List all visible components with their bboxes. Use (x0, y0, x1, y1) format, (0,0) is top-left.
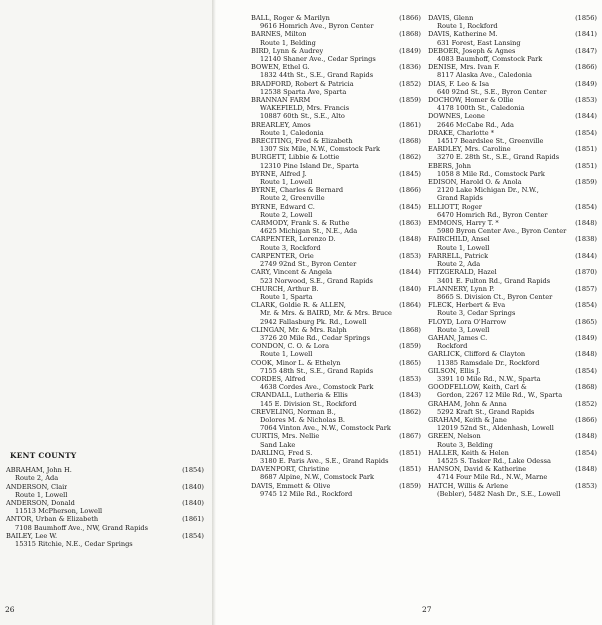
entry-name: DOWNES, Leone (428, 112, 485, 121)
left-column (6, 452, 204, 548)
entry-name: GRAHAM, John & Anna (428, 399, 507, 408)
directory-entry (251, 63, 421, 79)
directory-entry (6, 483, 204, 499)
entry-address: 6470 Homrich Rd., Byron Center (437, 210, 548, 219)
directory-entry (251, 14, 421, 30)
entry-name: FARRELL, Patrick (428, 251, 489, 260)
entry-year: (1865) (399, 358, 421, 367)
entry-name: CONDON, C. O. & Lora (251, 342, 330, 351)
entry-name: GAHAN, James C. (428, 333, 488, 342)
entry-year: (1844) (399, 268, 421, 277)
directory-entry (428, 400, 597, 416)
entry-address: Route 1, Lowell (15, 490, 68, 499)
entry-name: BRANNAN FARM (251, 96, 311, 105)
entry-address: Route 3, Cedar Springs (437, 309, 516, 318)
entry-address: Route 2, Lowell (260, 210, 313, 219)
entry-address: 5292 Kraft St., Grand Rapids (437, 407, 535, 416)
entry-address: (Bebler), 5482 Nash Dr., S.E., Lowell (437, 489, 561, 498)
entry-name: HANSON, David & Katherine (428, 465, 527, 474)
entry-address: Gordon, 2267 12 Mile Rd., W., Sparta (437, 391, 563, 400)
entry-year: (1862) (399, 407, 421, 416)
directory-entry (428, 268, 597, 284)
directory-entry (6, 499, 204, 515)
directory-entry (428, 219, 597, 235)
directory-entry (251, 186, 421, 202)
entry-year: (1853) (399, 374, 421, 383)
entry-address: Route 2, Greenville (260, 194, 325, 203)
entry-name: GILSON, Ellis J. (428, 366, 481, 375)
entry-year: (1852) (575, 399, 597, 408)
middle-column (251, 14, 421, 498)
book-fold (212, 0, 216, 625)
entry-year: (1859) (399, 96, 421, 105)
entry-year: (1864) (399, 301, 421, 310)
entry-name: DOCHOW, Homer & Ollie (428, 96, 514, 105)
entry-year: (1866) (575, 415, 597, 424)
entry-name: BALL, Roger & Marilyn (251, 14, 330, 22)
entry-address: 12310 Pine Island Dr., Sparta (260, 161, 359, 170)
entry-address: Dolores M. & Nicholas B. (260, 415, 346, 424)
entry-name: FLECK, Herbert & Eva (428, 301, 506, 310)
entry-name: BYRNE, Edward C. (251, 202, 315, 211)
directory-entry (428, 465, 597, 481)
entry-name: ANDERSON, Donald (6, 499, 75, 508)
entry-year: (1851) (399, 465, 421, 474)
entry-address: 14517 Beardslee St., Greenville (437, 137, 544, 146)
entry-address: 12140 Shaner Ave., Cedar Springs (260, 55, 376, 64)
entry-name: CRANDALL, Lutheria & Ellis (251, 391, 348, 400)
entry-year: (1848) (575, 465, 597, 474)
directory-entry (6, 515, 204, 531)
directory-entry (251, 153, 421, 169)
directory-entry (251, 301, 421, 326)
entry-year: (1868) (399, 137, 421, 146)
entry-name: BRECITING, Fred & Elizabeth (251, 137, 353, 146)
directory-entry (428, 383, 597, 399)
entry-name: BAILEY, Lee W. (6, 531, 58, 540)
entry-address: 5980 Byron Center Ave., Byron Center (437, 227, 567, 236)
entry-name: GREEN, Nelson (428, 432, 481, 441)
entry-name: BURGETT, Libbie & Lottie (251, 153, 340, 162)
entry-address: 15315 Ritchie, N.E., Cedar Springs (15, 540, 133, 549)
county-heading: KENT COUNTY (10, 451, 77, 460)
entry-year: (1840) (182, 499, 204, 508)
directory-entry (6, 466, 204, 482)
directory-entry (428, 145, 597, 161)
entry-address: 4638 Cordes Ave., Comstock Park (260, 383, 374, 392)
directory-entry (428, 449, 597, 465)
directory-entry (251, 482, 421, 498)
entry-address: 523 Norwood, S.E., Grand Rapids (260, 276, 373, 285)
entry-year: (1851) (575, 161, 597, 170)
entry-name: CLARK, Goldie R. & ALLEN, (251, 301, 346, 310)
entry-address: Route 3, Belding (437, 440, 493, 449)
entry-address: Route 2, Ada (437, 260, 481, 269)
entry-address: 3726 20 Mile Rd., Cedar Springs (260, 333, 371, 342)
entry-name: CLINGAN, Mr. & Mrs. Ralph (251, 325, 347, 334)
entry-year: (1851) (575, 145, 597, 154)
entry-name: FAIRCHILD, Ansel (428, 235, 490, 244)
entry-name: CARPENTER, Orie (251, 251, 314, 260)
directory-entry (428, 252, 597, 268)
entry-address: 8117 Alaska Ave., Caledonia (437, 71, 532, 80)
directory-entry (251, 219, 421, 235)
entry-address: 12019 52nd St., Aldenhash, Lowell (437, 424, 554, 433)
directory-entry (251, 252, 421, 268)
entry-address: 14525 S. Tasker Rd., Lake Odessa (437, 456, 551, 465)
entry-year: (1849) (575, 79, 597, 88)
directory-entry (428, 96, 597, 112)
entry-year: (1866) (399, 14, 421, 22)
directory-entry (251, 359, 421, 375)
entry-address: WAKEFIELD, Mrs. Francis (260, 104, 350, 113)
directory-entry (251, 137, 421, 153)
entry-address: Mr. & Mrs. & BAIRD, Mr. & Mrs. Bruce (260, 309, 392, 318)
entry-year: (1852) (399, 79, 421, 88)
directory-entry (428, 112, 597, 128)
entry-year: (1863) (399, 219, 421, 228)
entry-name: EDISON, Harold O. & Anola (428, 178, 522, 187)
entry-year: (1848) (575, 350, 597, 359)
entry-year: (1848) (399, 235, 421, 244)
entry-year: (1866) (575, 63, 597, 72)
directory-entry (251, 30, 421, 46)
directory-entry (251, 268, 421, 284)
entry-name: CURTIS, Mrs. Nellie (251, 432, 320, 441)
entry-year: (1845) (399, 169, 421, 178)
directory-entry (251, 170, 421, 186)
entry-name: BRADFORD, Robert & Patricia (251, 79, 354, 88)
directory-entry (428, 318, 597, 334)
entry-year: (1853) (575, 481, 597, 490)
entry-year: (1854) (575, 128, 597, 137)
entry-address: 2120 Lake Michigan Dr., N.W., (437, 186, 539, 195)
entry-year: (1870) (575, 268, 597, 277)
entry-year: (1861) (399, 120, 421, 129)
entry-name: DARLING, Fred S. (251, 448, 313, 457)
entry-address: Route 3, Rockford (260, 243, 321, 252)
entry-year: (1868) (575, 383, 597, 392)
entry-name: BREARLEY, Amos (251, 120, 311, 129)
directory-entry (428, 30, 597, 46)
entry-year: (1866) (399, 186, 421, 195)
entry-address: 11513 McPherson, Lowell (15, 507, 103, 516)
entry-address: Route 1, Caledonia (260, 128, 324, 137)
entry-year: (1844) (575, 251, 597, 260)
entry-address: 7064 Vinton Ave., N.W., Comstock Park (260, 424, 391, 433)
entry-year: (1843) (399, 391, 421, 400)
directory-entry (428, 178, 597, 203)
directory-entry (428, 416, 597, 432)
directory-entry (251, 449, 421, 465)
entry-year: (1841) (575, 30, 597, 39)
entry-name: DENISE, Mrs. Ivan F. (428, 63, 500, 72)
directory-entry (251, 80, 421, 96)
entry-year: (1851) (399, 448, 421, 457)
entry-address: 1058 8 Mile Rd., Comstock Park (437, 169, 545, 178)
entry-address: 3401 E. Fulton Rd., Grand Rapids (437, 276, 551, 285)
directory-entry (428, 203, 597, 219)
entry-name: BYRNE, Alfred J. (251, 169, 307, 178)
entry-name: EBERS, John (428, 161, 472, 170)
entry-address: 9745 12 Mile Rd., Rockford (260, 489, 353, 498)
entry-address: 12538 Sparta Ave, Sparta (260, 87, 347, 96)
entry-address: 4083 Baumhoff, Comstock Park (437, 55, 543, 64)
right-column (428, 14, 597, 498)
entry-address: 3391 10 Mile Rd., N.W., Sparta (437, 374, 541, 383)
entry-name: ABRAHAM, John H. (6, 466, 72, 475)
directory-entry (251, 47, 421, 63)
entry-name: BYRNE, Charles & Bernard (251, 186, 344, 195)
entry-address: 631 Forest, East Lansing (437, 38, 521, 47)
entry-year: (1853) (399, 251, 421, 260)
entry-address: Rockford (437, 342, 468, 351)
entry-name: EMMONS, Harry T. * (428, 219, 499, 228)
entry-name: HATCH, Willis & Arlene (428, 481, 509, 490)
entry-year: (1862) (399, 153, 421, 162)
entry-address: 11385 Ramsdale Dr., Rockford (437, 358, 540, 367)
entry-name: HALLER, Keith & Helen (428, 448, 509, 457)
directory-entry (251, 465, 421, 481)
entry-year: (1848) (575, 219, 597, 228)
entry-address: 7108 Baumhoff Ave., NW, Grand Rapids (15, 523, 149, 532)
directory-entry (251, 408, 421, 433)
directory-entry (428, 367, 597, 383)
entry-name: GRAHAM, Keith & Jane (428, 415, 507, 424)
directory-entry (428, 285, 597, 301)
entry-address: 2942 Fallasburg Pk. Rd., Lowell (260, 317, 367, 326)
entry-year: (1847) (575, 46, 597, 55)
entry-address: 3270 E. 28th St., S.E., Grand Rapids (437, 153, 560, 162)
directory-entry (428, 80, 597, 96)
entry-address: Route 1, Sparta (260, 292, 313, 301)
entry-name: BARNES, Milton (251, 30, 307, 39)
directory-entry (428, 162, 597, 178)
entry-address: Route 1, Lowell (260, 178, 313, 187)
entry-address: 3180 E. Paris Ave., S.E., Grand Rapids (260, 456, 389, 465)
directory-entry (251, 121, 421, 137)
entry-name: GARLICK, Clifford & Clayton (428, 350, 526, 359)
entry-address: Route 1, Belding (260, 38, 316, 47)
entry-year: (1848) (575, 432, 597, 441)
entry-year: (1836) (399, 63, 421, 72)
entry-year: (1844) (575, 112, 597, 121)
entry-address: 640 92nd St., S.E., Byron Center (437, 87, 547, 96)
directory-entry (428, 432, 597, 448)
entry-address: Route 3, Lowell (437, 325, 490, 334)
entry-address: Route 1, Rockford (437, 22, 498, 31)
directory-entry (428, 482, 597, 498)
entry-name: FLANNERY, Lynn P. (428, 284, 495, 293)
entry-name: DAVIS, Katherine M. (428, 30, 498, 39)
entry-address: Route 1, Lowell (260, 350, 313, 359)
entry-year: (1867) (399, 432, 421, 441)
entry-name: CARMODY, Frank S. & Ruthe (251, 219, 350, 228)
directory-entry (6, 532, 204, 548)
directory-entry (251, 391, 421, 407)
entry-address: Grand Rapids (437, 194, 483, 203)
entry-name: DRAKE, Charlotte * (428, 128, 494, 137)
entry-name: FITZGERALD, Hazel (428, 268, 497, 277)
entry-year: (1854) (575, 448, 597, 457)
entry-year: (1859) (399, 481, 421, 490)
entry-address: 10887 60th St., S.E., Alto (260, 112, 345, 121)
entry-year: (1856) (575, 14, 597, 22)
entry-address: 1307 Six Mile, N.W., Comstock Park (260, 145, 381, 154)
entry-year: (1868) (399, 30, 421, 39)
directory-entry (251, 203, 421, 219)
directory-entry (251, 326, 421, 342)
entry-address: 8687 Alpine, N.W., Comstock Park (260, 473, 375, 482)
directory-entry (428, 350, 597, 366)
entry-name: COOK, Minor L. & Ethelyn (251, 358, 341, 367)
entry-address: 7155 48th St., S.E., Grand Rapids (260, 366, 374, 375)
entry-name: CARPENTER, Lorenzo D. (251, 235, 336, 244)
directory-entry (428, 47, 597, 63)
entry-year: (1849) (575, 333, 597, 342)
entry-address: Sand Lake (260, 440, 296, 449)
entry-address: Route 2, Ada (15, 474, 59, 483)
directory-entry (251, 96, 421, 121)
directory-entry (428, 334, 597, 350)
entry-name: CHURCH, Arthur B. (251, 284, 319, 293)
entry-address: 1832 44th St., S.E., Grand Rapids (260, 71, 374, 80)
entry-year: (1854) (182, 531, 204, 540)
directory-entry (251, 375, 421, 391)
directory-entry (428, 301, 597, 317)
entry-name: DEBOER, Joseph & Agnes (428, 46, 516, 55)
entry-year: (1857) (575, 284, 597, 293)
entry-year: (1859) (399, 342, 421, 351)
entry-address: 8665 S. Division Ct., Byron Center (437, 292, 553, 301)
entry-year: (1854) (182, 466, 204, 475)
directory-entry (251, 432, 421, 448)
entry-address: 2749 92nd St., Byron Center (260, 260, 357, 269)
entry-name: BOWEN, Ethel G. (251, 63, 310, 72)
entry-name: CORDES, Alfred (251, 374, 306, 383)
directory-entry (251, 235, 421, 251)
entry-name: ELLIOTT, Roger (428, 202, 482, 211)
entry-address: 9616 Homrich Ave., Byron Center (260, 22, 374, 31)
entry-address: 2646 McCabe Rd., Ada (437, 120, 514, 129)
entry-address: 4178 100th St., Caledonia (437, 104, 525, 113)
page-number-right: 27 (422, 605, 432, 614)
directory-entry (428, 63, 597, 79)
entry-year: (1854) (575, 366, 597, 375)
entry-year: (1849) (399, 46, 421, 55)
entry-year: (1859) (575, 178, 597, 187)
left-entry-list (6, 466, 204, 548)
directory-entry (428, 14, 597, 30)
entry-name: BIRD, Lynn & Audrey (251, 46, 324, 55)
entry-year: (1861) (182, 515, 204, 524)
directory-entry (428, 235, 597, 251)
entry-name: DIAS, F. Leo & Isa (428, 79, 490, 88)
entry-year: (1845) (399, 202, 421, 211)
entry-address: 4714 Four Mile Rd., N.W., Marne (437, 473, 548, 482)
entry-name: FLOYD, Lora O'Harrow (428, 317, 507, 326)
entry-name: CREVELING, Norman B., (251, 407, 336, 416)
entry-year: (1854) (575, 301, 597, 310)
entry-address: 4625 Michigan St., N.E., Ada (260, 227, 358, 236)
entry-year: (1840) (399, 284, 421, 293)
page-number-left: 26 (5, 605, 15, 614)
entry-name: DAVENPORT, Christine (251, 465, 330, 474)
directory-entry (428, 129, 597, 145)
entry-name: EARDLEY, Mrs. Caroline (428, 145, 511, 154)
entry-name: GOODFELLOW, Keith, Carl & (428, 383, 527, 392)
entry-name: ANDERSON, Clair (6, 482, 68, 491)
directory-entry (251, 285, 421, 301)
entry-year: (1865) (575, 317, 597, 326)
entry-address: Route 1, Lowell (437, 243, 490, 252)
entry-year: (1853) (575, 96, 597, 105)
entry-name: DAVIS, Emmett & Olive (251, 481, 331, 490)
entry-year: (1838) (575, 235, 597, 244)
entry-year: (1868) (399, 325, 421, 334)
entry-name: DAVIS, Glenn (428, 14, 474, 22)
directory-entry (251, 342, 421, 358)
entry-address: 145 E. Division St., Rockford (260, 399, 357, 408)
entry-name: ANTOR, Urban & Elizabeth (6, 515, 99, 524)
entry-year: (1840) (182, 482, 204, 491)
entry-name: CARY, Vincent & Angela (251, 268, 332, 277)
entry-year: (1854) (575, 202, 597, 211)
